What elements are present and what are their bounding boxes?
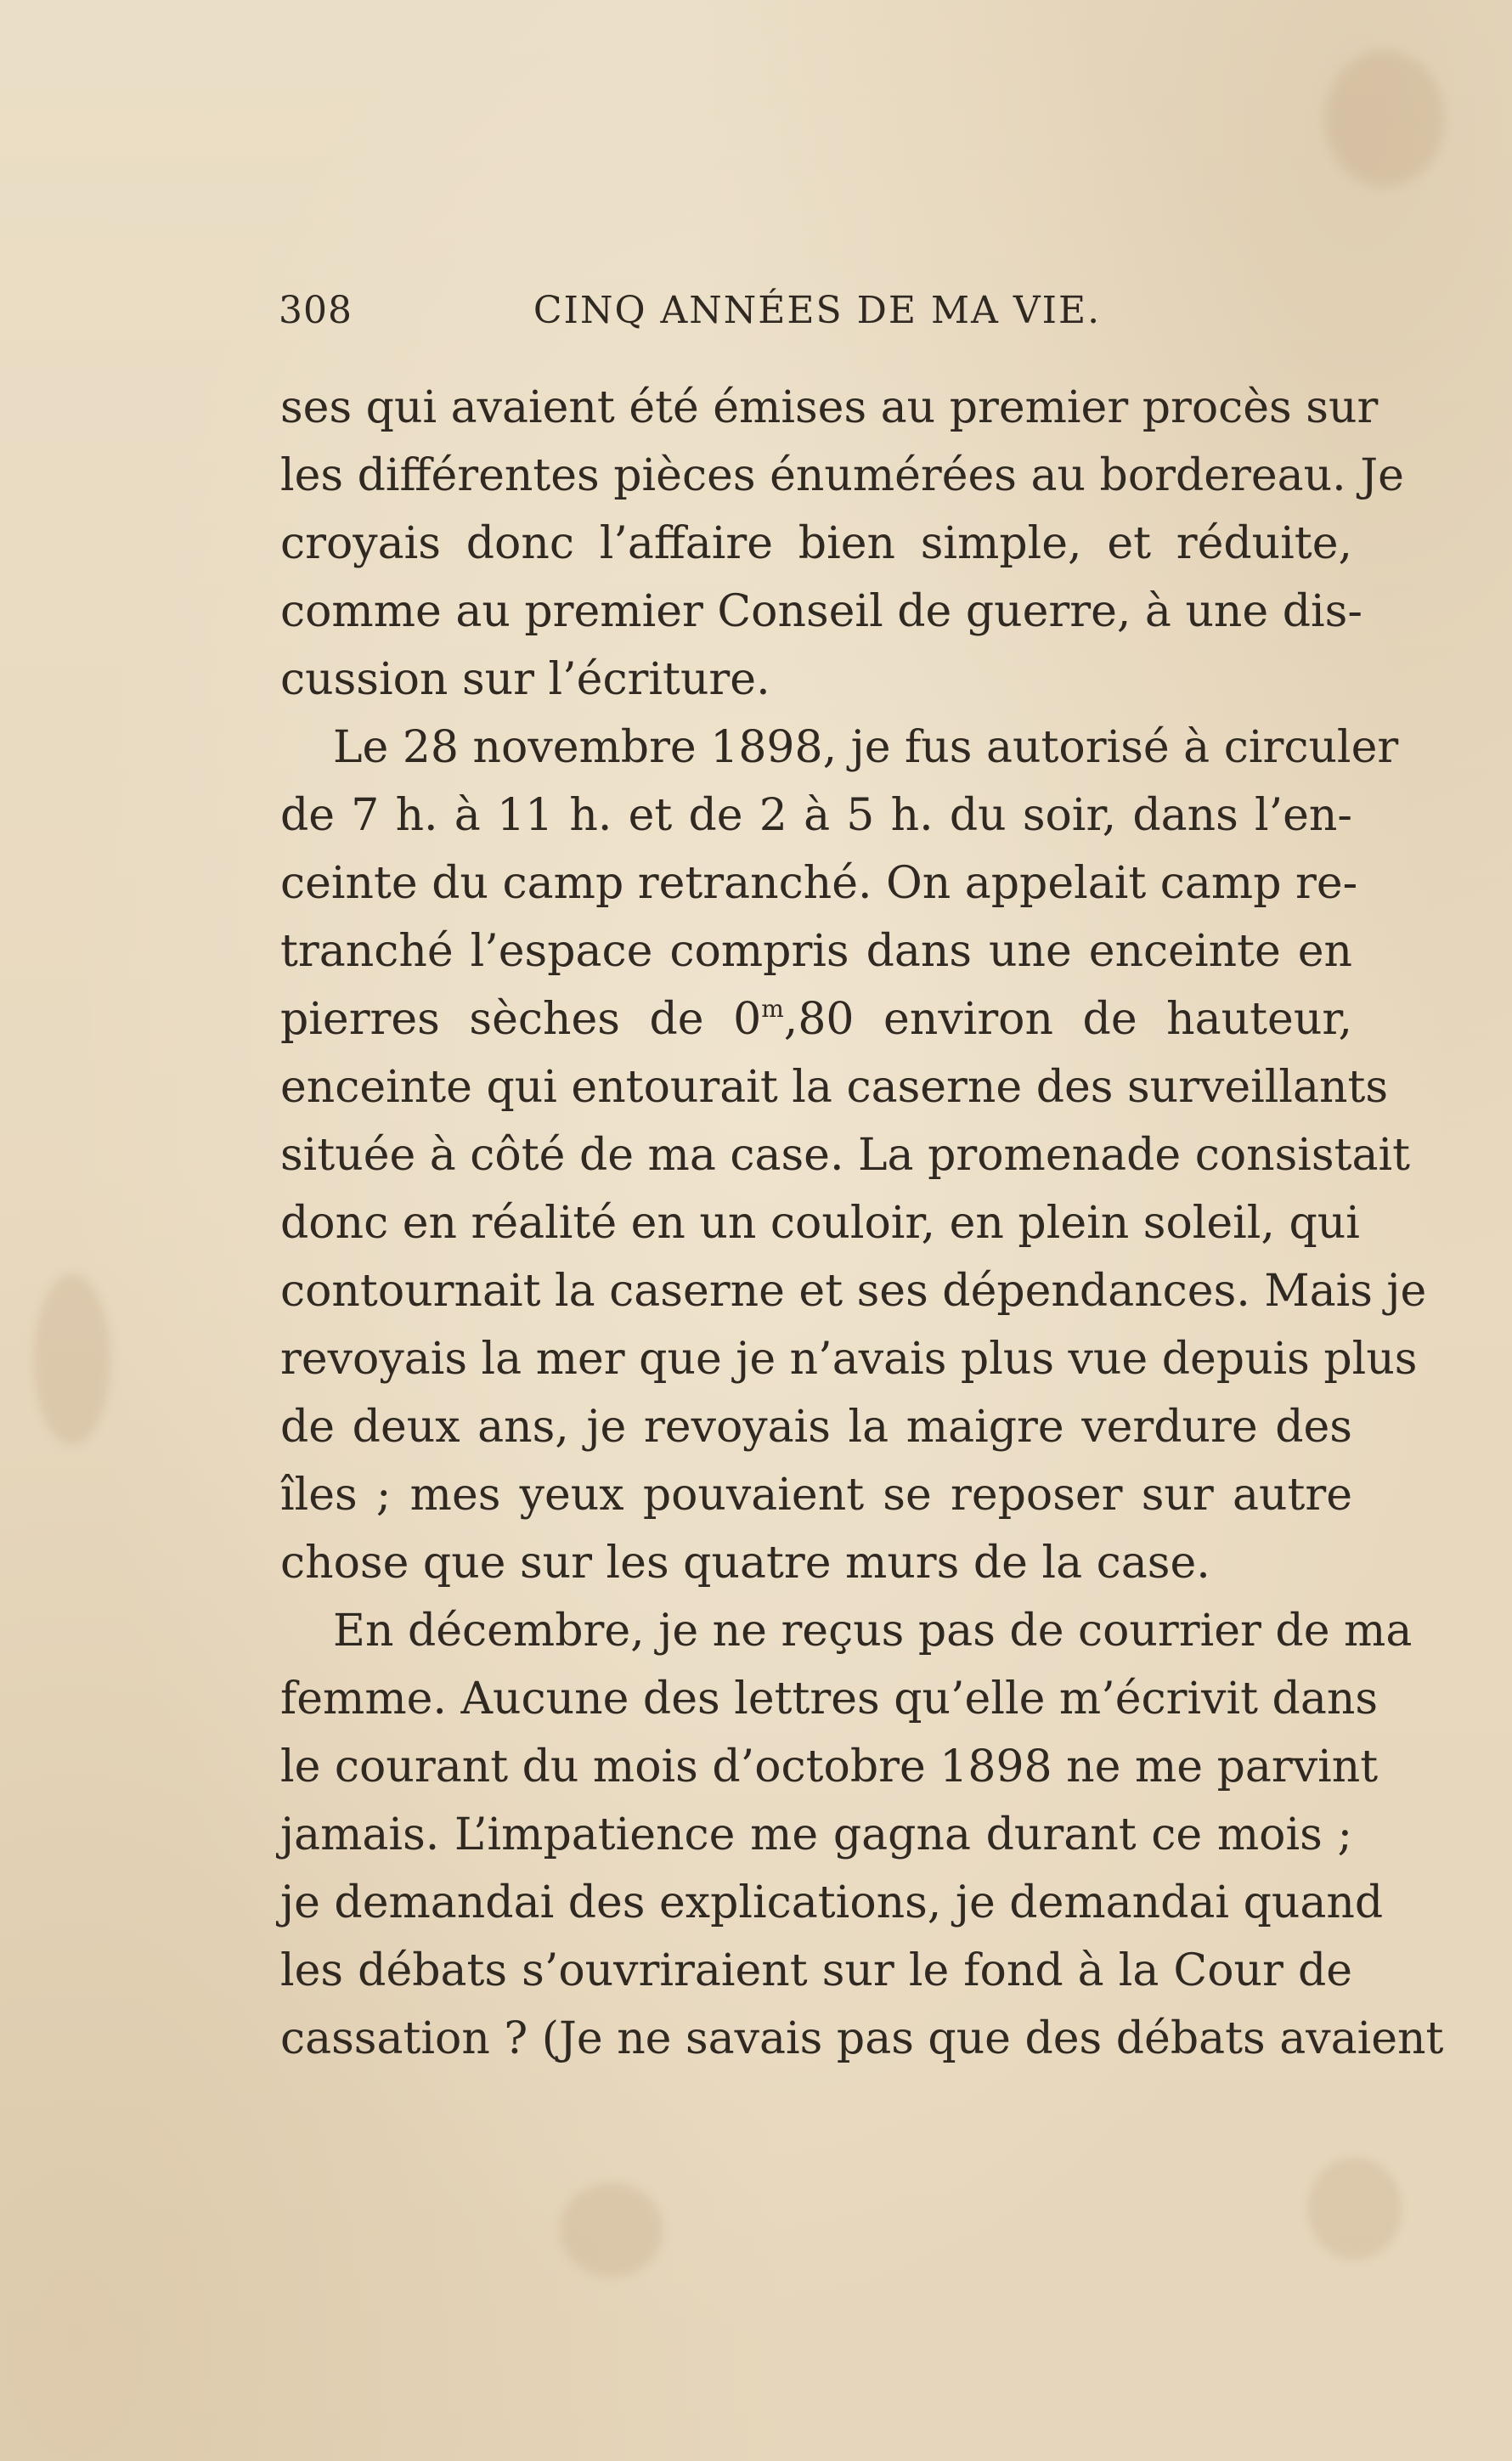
text-line: cussion sur l’écriture. bbox=[280, 654, 770, 705]
paper-stain bbox=[561, 2183, 663, 2277]
text-line: ceinte du camp retranché. On appelait camp re- bbox=[280, 858, 1358, 909]
paper-stain bbox=[1308, 2158, 1402, 2260]
text-line: de 7 h. à 11 h. et de 2 à 5 h. du soir, dans l’en- bbox=[280, 790, 1352, 841]
text-line: pierres sèches de 0$^m$,80 environ de hauteur, bbox=[280, 994, 1352, 1045]
text-line: les différentes pièces énumérées au bordereau. Je bbox=[280, 450, 1404, 501]
text-line: les débats s’ouvriraient sur le fond à la Cour de bbox=[280, 1945, 1352, 1996]
body-text bbox=[280, 374, 1444, 2073]
text-line: tranché l’espace compris dans une enceinte en bbox=[280, 926, 1352, 977]
text-line: donc en réalité en un couloir, en plein soleil, qui bbox=[280, 1198, 1360, 1249]
text-line: je demandai des explications, je demandai quand bbox=[280, 1877, 1384, 1928]
text-line: îles ; mes yeux pouvaient se reposer sur autre bbox=[280, 1470, 1352, 1521]
text-line: chose que sur les quatre murs de la case. bbox=[280, 1538, 1210, 1589]
running-title: CINQ ANNÉES DE MA VIE. bbox=[533, 289, 1102, 332]
text-line: jamais. L’impatience me gagna durant ce mois ; bbox=[280, 1809, 1352, 1860]
paper-stain bbox=[34, 1274, 110, 1444]
text-line: comme au premier Conseil de guerre, à une dis- bbox=[280, 586, 1362, 637]
paper-stain bbox=[1325, 51, 1444, 187]
text-line: de deux ans, je revoyais la maigre verdure des bbox=[280, 1402, 1352, 1453]
page-number: 308 bbox=[279, 289, 353, 332]
text-line: ses qui avaient été émises au premier procès sur bbox=[280, 382, 1379, 433]
text-line: Le 28 novembre 1898, je fus autorisé à circuler bbox=[333, 722, 1399, 773]
text-line: située à côté de ma case. La promenade consistait bbox=[280, 1130, 1411, 1181]
text-line: contournait la caserne et ses dépendances. Mais je bbox=[280, 1266, 1427, 1317]
text-line: enceinte qui entourait la caserne des surveillants bbox=[280, 1062, 1389, 1113]
text-line: cassation ? (Je ne savais pas que des débats avaient bbox=[280, 2013, 1444, 2064]
text-line: revoyais la mer que je n’avais plus vue depuis plus bbox=[280, 1334, 1418, 1385]
running-header bbox=[279, 289, 1356, 340]
text-line: croyais donc l’affaire bien simple, et réduite, bbox=[280, 518, 1352, 569]
text-line: le courant du mois d’octobre 1898 ne me parvint bbox=[280, 1741, 1379, 1792]
text-line: femme. Aucune des lettres qu’elle m’écrivit dans bbox=[280, 1674, 1379, 1724]
text-line: En décembre, je ne reçus pas de courrier de ma bbox=[333, 1606, 1413, 1657]
